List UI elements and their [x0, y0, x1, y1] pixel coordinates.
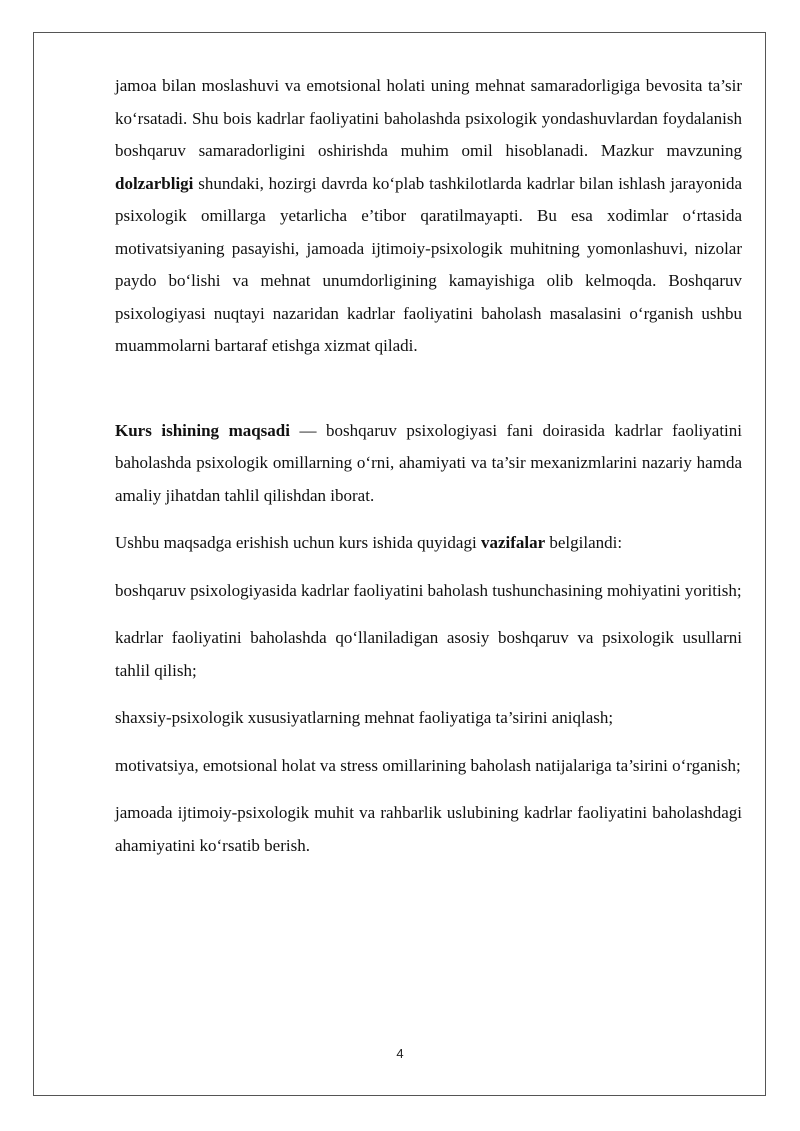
intro-paragraph	[115, 70, 742, 363]
task-list	[115, 575, 742, 863]
tasks-intro-text-part2: belgilandi:	[545, 533, 623, 552]
document-body	[115, 70, 742, 862]
tasks-term: vazifalar	[480, 533, 546, 552]
goal-paragraph	[115, 415, 742, 513]
page-number: 4	[396, 1046, 404, 1061]
tasks-intro-paragraph	[115, 527, 742, 560]
intro-text-part1: jamoa bilan moslashuvi va emotsional holati uning mehnat samaradorligiga bevosita ta’sir ko‘rsatadi. Shu bois kadrlar faoliyatini baholashda psixologik yondashuvlardan foydalanish boshqaruv samaradorligini oshirishda muhim omil hisoblanadi. Mazkur mavzuning	[115, 76, 742, 160]
task-item: motivatsiya, emotsional holat va stress omillarining baholash natijalariga ta’sirini o‘rganish;	[115, 755, 741, 775]
tasks-intro-text-part1: Ushbu maqsadga erishish uchun kurs ishida quyidagi	[115, 533, 481, 552]
goal-term: Kurs ishining maqsadi	[115, 420, 290, 440]
task-item: kadrlar faoliyatini baholashda qo‘llaniladigan asosiy boshqaruv va psixologik usullarni tahlil qilish;	[115, 628, 742, 680]
goal-text: — boshqaruv psixologiyasi fani doirasida kadrlar faoliyatini baholashda psixologik omillarning o‘rni, ahamiyati va ta’sir mexanizmlarini nazariy hamda amaliy jihatdan tahlil qilishdan iborat.	[115, 420, 742, 505]
relevance-term: dolzarbligi	[115, 173, 194, 193]
task-item: boshqaruv psixologiyasida kadrlar faoliyatini baholash tushunchasining mohiyatini yoritish;	[115, 580, 742, 600]
intro-text-part2: shundaki, hozirgi davrda ko‘plab tashkilotlarda kadrlar bilan ishlash jarayonida psixologik omillarga yetarlicha e’tibor qaratilmayapti. Bu esa xodimlar o‘rtasida motivatsiyaning pasayishi, jamoada ijtimoiy-psixologik muhitning yomonlashuvi, nizolar paydo bo‘lishi va mehnat unumdorligining kamayishiga olib kelmoqda. Boshqaruv psixologiyasi nuqtayi nazaridan kadrlar faoliyatini baholash masalasini o‘rganish ushbu muammolarni bartaraf etishga xizmat qiladi.	[115, 173, 742, 355]
task-item: shaxsiy-psixologik xususiyatlarning mehnat faoliyatiga ta’sirini aniqlash;	[115, 708, 614, 727]
task-item: jamoada ijtimoiy-psixologik muhit va rahbarlik uslubining kadrlar faoliyatini baholashdagi ahamiyatini ko‘rsatib berish.	[115, 803, 742, 855]
